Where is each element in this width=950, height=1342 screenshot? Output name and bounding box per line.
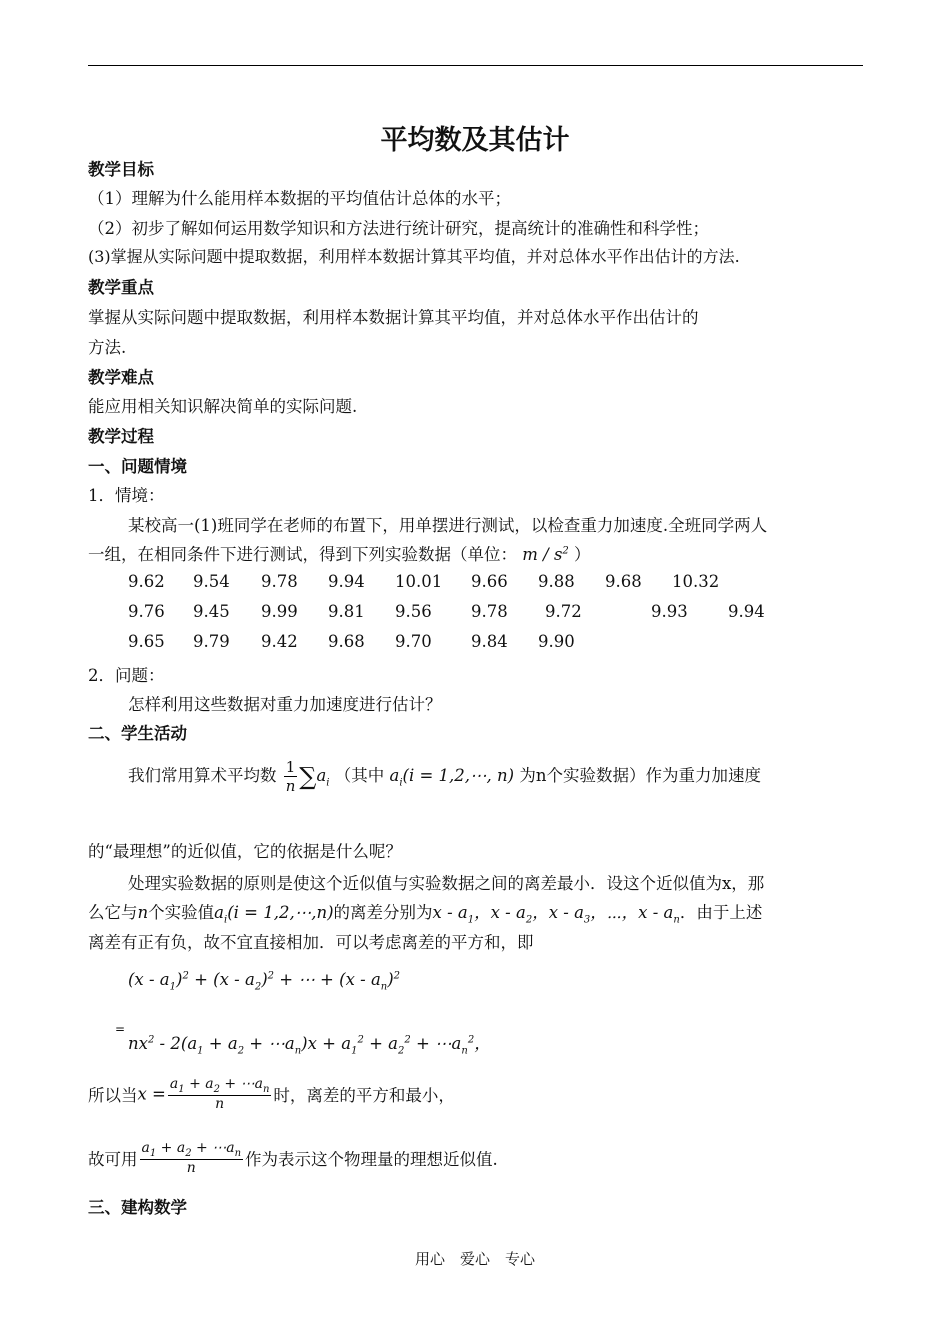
header-rule [88, 65, 863, 66]
so-when-line [88, 1076, 455, 1112]
mean-fraction-1: $\frac{a_1 + a_2 + \cdots a_n}{n}$ [169, 1076, 270, 1112]
sum-symbol: ∑ [299, 762, 317, 791]
item-2-label: 2．问题： [88, 666, 165, 685]
part3-heading: 三、建构数学 [88, 1198, 187, 1217]
activity-post: 为n个实验数据）作为重力加速度 [519, 766, 761, 785]
data-value: 9.76 [128, 602, 165, 621]
goal-3: (3)掌握从实际问题中提取数据，利用样本数据计算其平均值，并对总体水平作出估计的方法. [88, 247, 740, 266]
activity-mid: （其中 [334, 766, 385, 785]
thus-line [88, 1140, 498, 1176]
principle-line-3: 离差有正有负，故不宜直接相加．可以考虑离差的平方和，即 [88, 933, 534, 952]
principle-line-1: 处理实验数据的原则是使这个近似值与实验数据之间的离差最小．设这个近似值为x，那 [128, 874, 765, 893]
data-value: 9.81 [328, 602, 365, 621]
page-footer: 用心 爱心 专心 [414, 1250, 535, 1268]
data-value: 9.54 [193, 572, 230, 591]
data-value: 9.72 [545, 602, 582, 621]
principle-line-2 [88, 899, 762, 925]
unit-close: ） [574, 545, 591, 564]
mean-formula: $\frac{1}{n}$ [285, 758, 296, 795]
difficulty-text: 能应用相关知识解决简单的实际问题. [88, 397, 358, 416]
thus-post: 作为表示这个物理量的理想近似值. [245, 1149, 498, 1169]
item-1-label: 1．情境： [88, 486, 165, 505]
data-value: 9.42 [261, 632, 298, 651]
data-value: 9.78 [261, 572, 298, 591]
var-n: n [137, 903, 149, 922]
data-value: 9.84 [471, 632, 508, 651]
so-when-pre: 所以当 [88, 1085, 138, 1105]
principle-2b: 个实验值 [148, 903, 215, 922]
key-line-1: 掌握从实际问题中提取数据，利用样本数据计算其平均值，并对总体水平作出估计的 [88, 308, 699, 327]
sum-term: $a_i$ [316, 766, 330, 789]
page-title: 平均数及其估计 [380, 125, 570, 156]
context-line-2-text: 一组，在相同条件下进行测试，得到下列实验数据（单位： [88, 545, 517, 564]
data-value: 10.32 [672, 572, 720, 591]
data-value: 9.94 [728, 602, 765, 621]
activity-line-2: 的“最理想”的近似值，它的依据是什么呢？ [88, 842, 402, 861]
data-value: 9.78 [471, 602, 508, 621]
principle-2c: 的离差分别为 [333, 903, 433, 922]
sample-range: $a_i(i$ = 1,2,⋯,n) [214, 903, 334, 926]
data-value: 9.99 [261, 602, 298, 621]
data-value: 9.88 [538, 572, 575, 591]
data-value: 9.70 [395, 632, 432, 651]
data-value: 9.45 [193, 602, 230, 621]
data-value: 9.79 [193, 632, 230, 651]
part1-heading: 一、问题情境 [88, 457, 187, 476]
expanded-formula: $nx^2 - 2(a_1 + a_2$ + $\cdots a_n)x + a_1^2 + a_2^2$ + $\cdots a_n^2$， [128, 1034, 491, 1057]
data-value: 9.94 [328, 572, 365, 591]
unit-label: m / $s^2$ [522, 545, 569, 564]
goal-2: （2）初步了解如何运用数学知识和方法进行统计研究，提高统计的准确性和科学性； [88, 219, 709, 238]
goals-heading: 教学目标 [88, 160, 154, 179]
data-value: 10.01 [395, 572, 443, 591]
x-equals: x = [137, 1084, 166, 1104]
activity-line-1 [128, 758, 761, 795]
data-value: 9.62 [128, 572, 165, 591]
goal-1: （1）理解为什么能用样本数据的平均值估计总体的水平； [88, 189, 511, 208]
data-value: 9.93 [651, 602, 688, 621]
key-heading: 教学重点 [88, 278, 154, 297]
so-when-post: 时，离差的平方和最小， [273, 1085, 455, 1105]
part2-heading: 二、学生活动 [88, 724, 187, 743]
mean-fraction-2: $\frac{a_1 + a_2 + \cdots a_n}{n}$ [141, 1140, 242, 1176]
index-range: $a_i(i$ = 1,2,⋯, n) [389, 766, 515, 789]
data-value: 9.56 [395, 602, 432, 621]
principle-2d: ．由于上述 [679, 903, 763, 922]
thus-pre: 故可用 [88, 1149, 138, 1169]
deviation-list: x - $a_1$，x - $a_2$，x - $a_3$，⋯，x - $a_n$ [432, 903, 680, 926]
principle-2a: 么它与 [88, 903, 138, 922]
data-value: 9.68 [328, 632, 365, 651]
data-value: 9.66 [471, 572, 508, 591]
activity-pre: 我们常用算术平均数 [128, 766, 277, 785]
difficulty-heading: 教学难点 [88, 368, 154, 387]
data-value: 9.90 [538, 632, 575, 651]
equals-sign: = [115, 1022, 126, 1036]
sum-of-squares-formula: $(x - a_1)^2 + (x - a_2)^2$ + ⋯ + $(x - a_n)^2$ [128, 970, 401, 993]
question-text: 怎样利用这些数据对重力加速度进行估计？ [128, 695, 442, 714]
key-line-2: 方法. [88, 338, 127, 357]
context-line-1: 某校高一(1)班同学在老师的布置下，用单摆进行测试，以检查重力加速度.全班同学两人 [128, 516, 768, 535]
data-value: 9.68 [605, 572, 642, 591]
context-line-2 [88, 541, 591, 565]
process-heading: 教学过程 [88, 427, 154, 446]
data-value: 9.65 [128, 632, 165, 651]
